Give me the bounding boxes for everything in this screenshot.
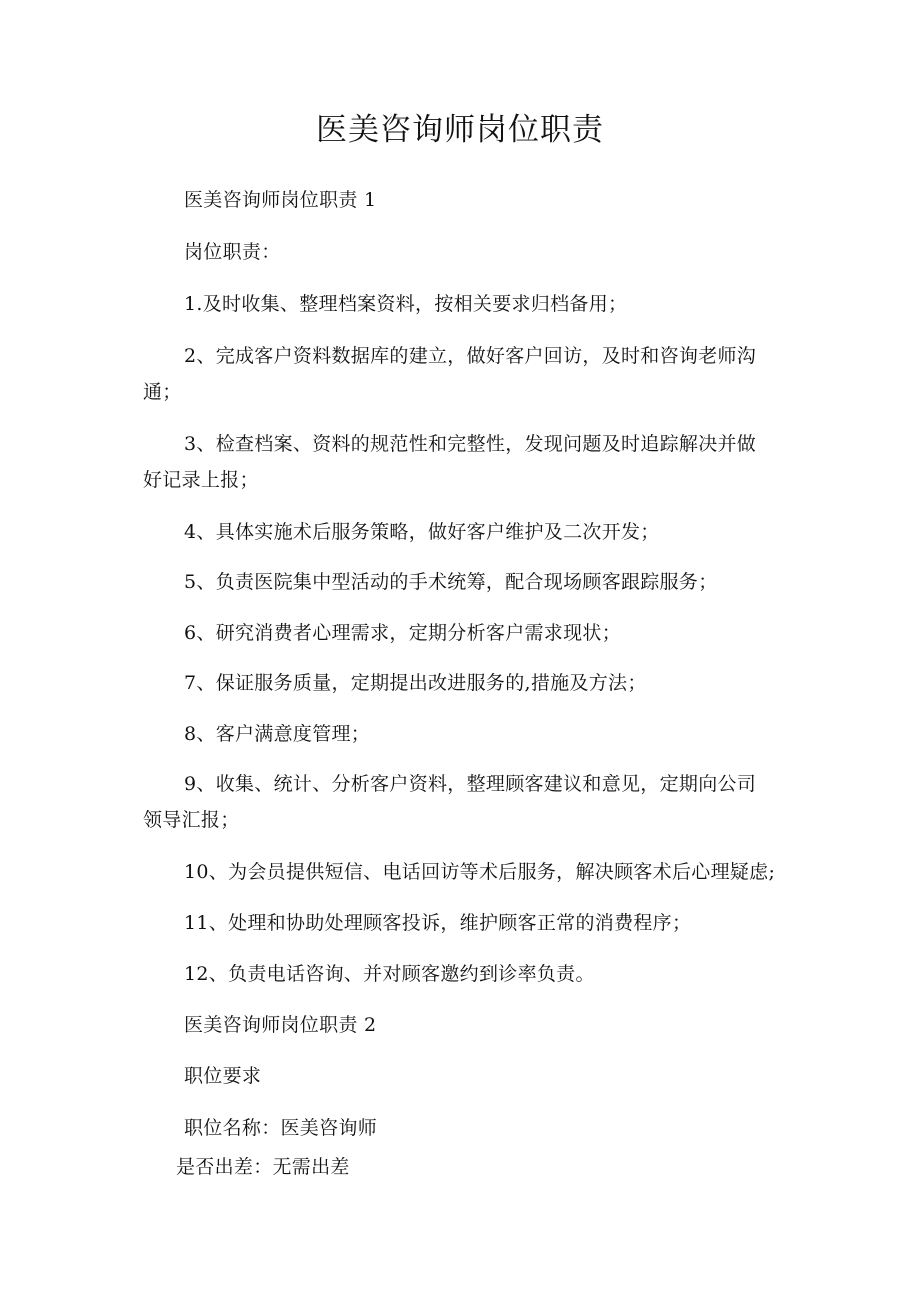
duty-item-8: 8、客户满意度管理；: [184, 723, 371, 745]
duty-item-5: 5、负责医院集中型活动的手术统筹，配合现场顾客跟踪服务；: [184, 571, 718, 593]
duty-item-2-line-2: 通；: [143, 381, 182, 403]
section-heading-2: 医美咨询师岗位职责 2: [184, 1014, 377, 1036]
duty-item-7: 7、保证服务质量，定期提出改进服务的,措施及方法；: [184, 672, 647, 694]
requirements-label: 职位要求: [184, 1065, 262, 1087]
duty-item-12: 12、负责电话咨询、并对顾客邀约到诊率负责。: [184, 963, 595, 985]
section-heading-1: 医美咨询师岗位职责 1: [184, 189, 377, 211]
duty-item-3-line-1: 3、检查档案、资料的规范性和完整性，发现问题及时追踪解决并做: [184, 433, 757, 455]
duty-item-9-line-2: 领导汇报；: [143, 809, 240, 831]
position-name: 职位名称：医美咨询师: [184, 1117, 378, 1139]
duty-item-3-line-2: 好记录上报；: [143, 469, 259, 491]
duty-item-1: 1.及时收集、整理档案资料，按相关要求归档备用；: [184, 293, 628, 315]
travel-requirement: 是否出差：无需出差: [176, 1156, 350, 1178]
duty-item-2-line-1: 2、完成客户资料数据库的建立，做好客户回访，及时和咨询老师沟: [184, 345, 757, 367]
duty-item-11: 11、处理和协助处理顾客投诉，维护顾客正常的消费程序；: [184, 912, 692, 934]
duty-item-9-line-1: 9、收集、统计、分析客户资料，整理顾客建议和意见，定期向公司: [184, 773, 757, 795]
duties-label: 岗位职责：: [184, 241, 281, 263]
page-title: 医美咨询师岗位职责: [316, 112, 604, 148]
duty-item-10: 10、为会员提供短信、电话回访等术后服务，解决顾客术后心理疑虑;: [184, 861, 776, 883]
duty-item-4: 4、具体实施术后服务策略，做好客户维护及二次开发；: [184, 521, 660, 543]
duty-item-6: 6、研究消费者心理需求，定期分析客户需求现状；: [184, 622, 621, 644]
